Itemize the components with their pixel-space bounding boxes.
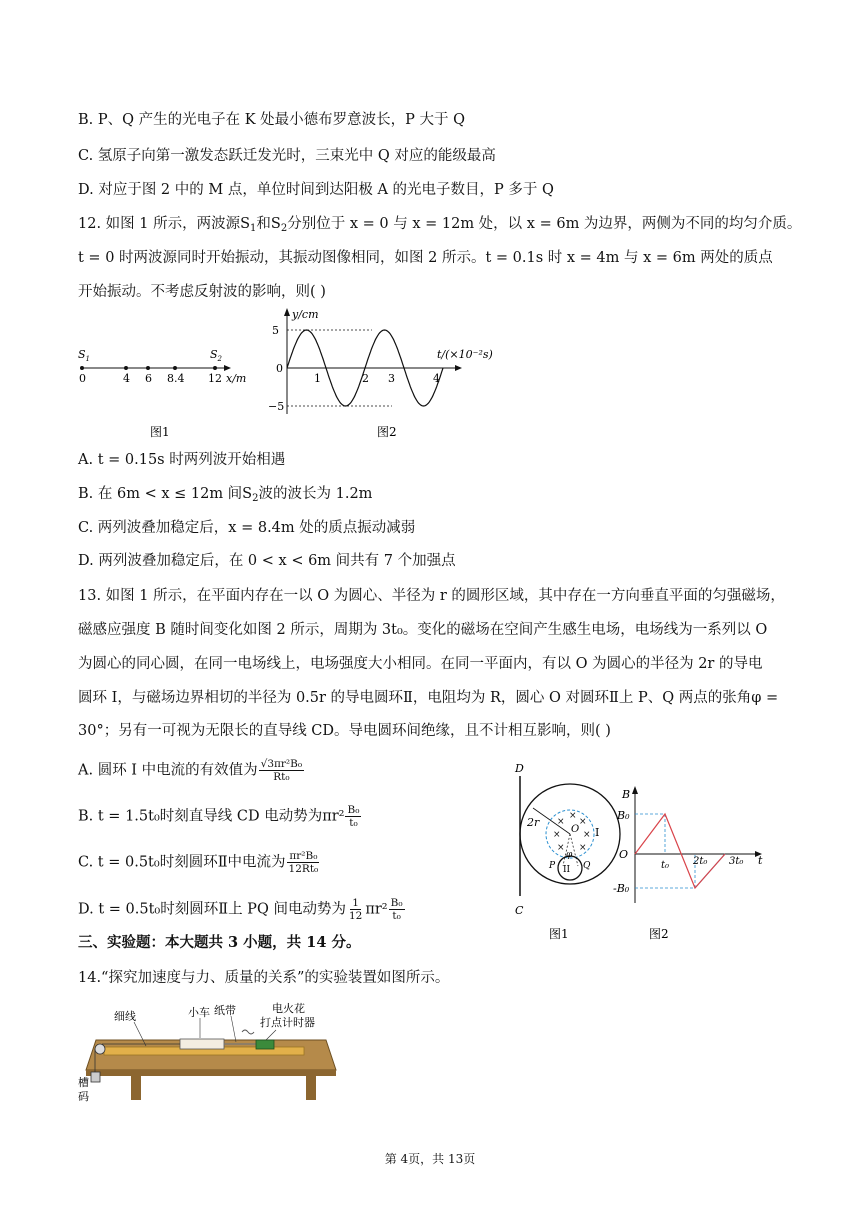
label-ring-ii: II <box>563 865 571 875</box>
label-2r: 2r <box>527 816 540 829</box>
label-phi: φ <box>566 850 573 860</box>
axis-unit: x/m <box>226 372 247 385</box>
q11-option-c: C. 氢原子向第一激发态跃迁发光时，三束光中 Q 对应的能级最高 <box>78 148 496 164</box>
t-tick-4: 4 <box>433 372 440 385</box>
svg-text:×: × <box>553 830 561 840</box>
t-tick-3: 3 <box>388 372 395 385</box>
q12-figure-2 <box>262 302 502 448</box>
table-leg <box>306 1076 316 1100</box>
q12-stem-line-2: t = 0 时两波源同时开始振动，其振动图像相同，如图 2 所示。t = 0.1s 时 x = 4m 与 x = 6m 两处的质点 <box>78 250 773 266</box>
figure-caption: 图1 <box>549 927 569 941</box>
t-axis-label: t/(×10⁻²s) <box>437 348 493 361</box>
neg-b0-label: -B₀ <box>613 882 630 895</box>
axis-t-label: t <box>758 854 763 867</box>
q11-option-b: B. P、Q 产生的光电子在 K 处最小德布罗意波长，P 大于 Q <box>78 112 466 128</box>
y-axis-label: y/cm <box>292 308 319 321</box>
t-tick-2: 2 <box>362 372 369 385</box>
y-tick-neg5: −5 <box>268 400 285 413</box>
label-o: O <box>571 824 580 835</box>
label-timer-2: 打点计时器 <box>260 1016 315 1029</box>
label-weight-1: 槽 <box>78 1076 89 1089</box>
q12-stem-line-1: 12. 如图 1 所示，两波源$S_1$和$S_2$分别位于 x = 0 与 x = 12m 处，以 x = 6m 为边界，两侧为不同的均匀介质。 <box>78 216 802 234</box>
q12-option-d: D. 两列波叠加稳定后，在 0 < x < 6m 间共有 7 个加强点 <box>78 553 456 569</box>
q14-apparatus-figure <box>76 1000 346 1110</box>
label-cart: 小车 <box>188 1006 210 1019</box>
cart <box>180 1039 224 1049</box>
label-thread: 细线 <box>114 1010 136 1023</box>
section-3-heading: 三、实验题：本大题共 3 小题，共 14 分。 <box>78 934 361 951</box>
label-c: C <box>515 904 524 917</box>
figure-caption: 图2 <box>377 425 397 439</box>
svg-text:×: × <box>583 830 591 840</box>
svg-text:×: × <box>579 817 587 827</box>
label-timer-1: 电火花 <box>272 1002 305 1015</box>
label-weight-2: 码 <box>78 1090 89 1103</box>
tick-4: 4 <box>123 372 130 385</box>
q14-stem: 14.“探究加速度与力、质量的关系”的实验装置如图所示。 <box>78 970 450 986</box>
q13-option-d: D. t = 0.5t₀时刻圆环Ⅱ上 PQ 间电动势为 $\frac{1}{12}$ πr² $\frac{\text{B₀}}{\text{t₀}}$ <box>78 897 403 922</box>
q13-option-a: A. 圆环 I 中电流的有效值为 $\frac{\text{√3πr²B₀}}{\text{Rt₀}}$ <box>78 758 303 783</box>
label-p: P <box>549 861 556 871</box>
y-tick-5: 5 <box>272 324 279 337</box>
svg-text:×: × <box>569 811 577 821</box>
q13-stem-line-4: 圆环 I，与磁场边界相切的半径为 0.5r 的导电圆环Ⅱ，电阻均为 R，圆心 O 对圆环Ⅱ上 P、Q 两点的张角φ = <box>78 690 779 706</box>
svg-text:×: × <box>579 843 587 853</box>
tick-0: 0 <box>79 372 86 385</box>
pulley <box>95 1044 105 1054</box>
b-t-curve <box>635 814 725 888</box>
t-tick-1: 1 <box>314 372 321 385</box>
weight-hanger <box>91 1072 100 1082</box>
q13-stem-line-1: 13. 如图 1 所示，在平面内存在一以 O 为圆心、半径为 r 的圆形区域，其中存在一方向垂直平面的匀强磁场， <box>78 588 785 604</box>
q13-stem-line-3: 为圆心的同心圆，在同一电场线上，电场强度大小相同。在同一平面内，有以 O 为圆心的半径为 2r 的导电 <box>78 656 763 672</box>
svg-text:×: × <box>557 843 565 853</box>
q12-option-a: A. t = 0.15s 时两列波开始相遇 <box>78 452 286 468</box>
q12-stem-line-3: 开始振动。不考虑反射波的影响，则( ) <box>78 284 326 300</box>
table-leg <box>131 1076 141 1100</box>
q12-option-b: B. 在 6m < x ≤ 12m 间$S_2$波的波长为 1.2m <box>78 486 373 504</box>
label-ring-i: I <box>595 826 600 839</box>
label-q: Q <box>583 861 591 871</box>
origin-label: O <box>619 848 629 861</box>
t2-label: 2t₀ <box>693 856 708 867</box>
s1-label: $S_1$ <box>78 348 91 363</box>
t0-label: t₀ <box>661 860 670 871</box>
q13-figure-2 <box>615 778 775 948</box>
label-tape: 纸带 <box>214 1004 236 1017</box>
t3-label: 3t₀ <box>729 856 744 867</box>
q11-option-d: D. 对应于图 2 中的 M 点，单位时间到达阳极 A 的光电子数目，P 多于 Q <box>78 182 554 198</box>
q12-option-c: C. 两列波叠加稳定后，x = 8.4m 处的质点振动减弱 <box>78 520 416 536</box>
b0-label: B₀ <box>617 809 630 822</box>
tick-6: 6 <box>145 372 152 385</box>
tick-12: 12 <box>208 372 222 385</box>
s2-label: $S_2$ <box>210 348 223 363</box>
q13-option-c: C. t = 0.5t₀时刻圆环Ⅱ中电流为 $\frac{\text{πr²B₀}}{\text{12Rt₀}}$ <box>78 850 319 875</box>
spark-timer <box>256 1040 274 1049</box>
figure-caption: 图1 <box>150 425 170 439</box>
q13-option-b: B. t = 1.5t₀时刻直导线 CD 电动势为πr² $\frac{\text{B₀}}{\text{t₀}}$ <box>78 804 360 829</box>
svg-text:×: × <box>557 817 565 827</box>
q12-figure-1 <box>74 338 264 448</box>
axis-b-label: B <box>622 788 631 801</box>
label-d: D <box>515 762 524 775</box>
y-tick-0: 0 <box>276 362 283 375</box>
q13-stem-line-5: 30°；另有一可视为无限长的直导线 CD。导电圆环间绝缘，且不计相互影响，则( ) <box>78 723 611 739</box>
tick-8-4: 8.4 <box>167 372 185 385</box>
figure-caption: 图2 <box>649 927 669 941</box>
page-footer: 第 4页，共 13页 <box>384 1152 476 1166</box>
table-edge <box>86 1070 336 1076</box>
q13-stem-line-2: 磁感应强度 B 随时间变化如图 2 所示，周期为 3t₀。变化的磁场在空间产生感生电场，电场线为一系列以 O <box>78 622 768 638</box>
